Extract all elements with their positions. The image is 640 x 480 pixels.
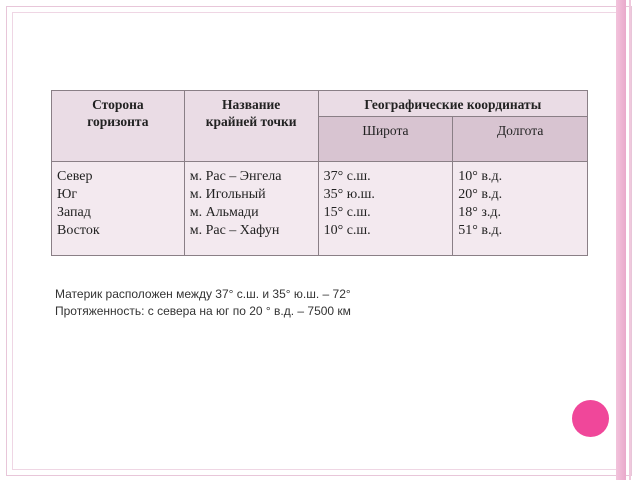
note-line-1: Материк расположен между 37° с.ш. и 35° ю.ш. – 72° bbox=[55, 287, 351, 301]
summary-notes bbox=[55, 286, 351, 320]
header-coordinates: Географические координаты bbox=[318, 91, 587, 117]
decorative-side-line bbox=[629, 0, 631, 480]
note-line-2: Протяженность: с севера на юг по 20 ° в.д. – 7500 км bbox=[55, 304, 351, 318]
header-point-name: Название крайней точки bbox=[184, 91, 318, 162]
extreme-points-table bbox=[51, 90, 588, 256]
cell-sides: Север Юг Запад Восток bbox=[52, 162, 185, 256]
header-side: Сторона горизонта bbox=[52, 91, 185, 162]
decorative-side-bar bbox=[616, 0, 626, 480]
decorative-pink-circle bbox=[572, 400, 609, 437]
cell-point-names: м. Рас – Энгела м. Игольный м. Альмади м. Рас – Хафун bbox=[184, 162, 318, 256]
cell-latitudes: 37° с.ш. 35° ю.ш. 15° с.ш. 10° с.ш. bbox=[318, 162, 453, 256]
header-longitude: Долгота bbox=[453, 117, 588, 162]
cell-longitudes: 10° в.д. 20° в.д. 18° з.д. 51° в.д. bbox=[453, 162, 588, 256]
header-latitude: Широта bbox=[318, 117, 453, 162]
